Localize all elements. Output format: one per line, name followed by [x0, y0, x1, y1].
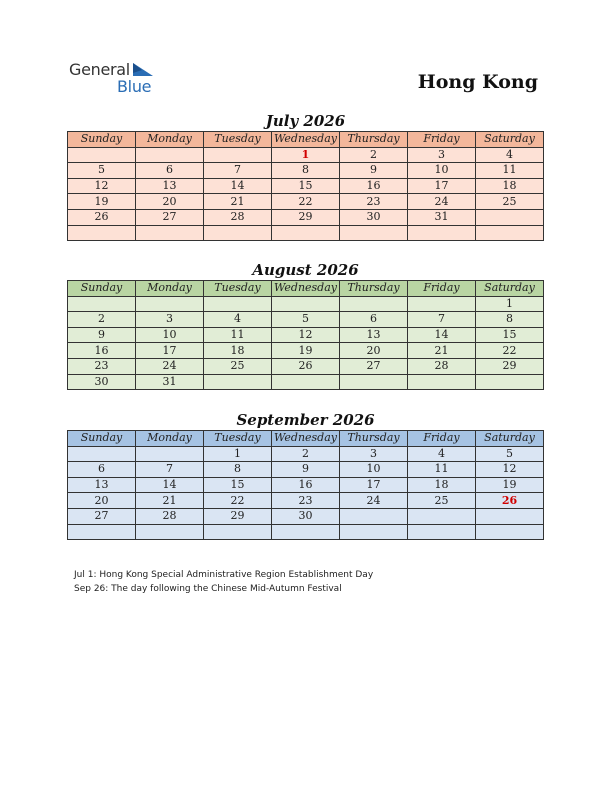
- day-cell: 7: [204, 163, 272, 179]
- weekday-header: Wednesday: [272, 281, 340, 297]
- calendar-table: [67, 280, 544, 390]
- month-title: August 2026: [252, 261, 359, 279]
- day-cell: 13: [340, 327, 408, 343]
- day-cell: 22: [272, 194, 340, 210]
- logo: [69, 60, 159, 96]
- week-row: [68, 462, 544, 478]
- day-cell: 13: [136, 178, 204, 194]
- day-cell: [272, 296, 340, 312]
- day-cell: 20: [68, 493, 136, 509]
- day-cell: [68, 225, 136, 241]
- calendar-table: [67, 430, 544, 540]
- day-cell: [408, 225, 476, 241]
- day-cell: [476, 508, 544, 524]
- day-cell: 1: [476, 296, 544, 312]
- day-cell: 8: [272, 163, 340, 179]
- day-cell: 12: [68, 178, 136, 194]
- day-cell: 26: [476, 493, 544, 509]
- weekday-header: Thursday: [340, 132, 408, 148]
- day-cell: 5: [68, 163, 136, 179]
- week-row: [68, 194, 544, 210]
- holiday-notes: [74, 568, 373, 596]
- week-row: [68, 524, 544, 540]
- day-cell: 9: [340, 163, 408, 179]
- weekday-header: Thursday: [340, 281, 408, 297]
- day-cell: 19: [68, 194, 136, 210]
- month-august: [67, 260, 544, 390]
- week-row: [68, 209, 544, 225]
- day-cell: [408, 296, 476, 312]
- logo-flag-icon: [133, 63, 155, 77]
- day-cell: 16: [68, 343, 136, 359]
- day-cell: 30: [272, 508, 340, 524]
- week-row: [68, 178, 544, 194]
- day-cell: 21: [408, 343, 476, 359]
- day-cell: 5: [272, 312, 340, 328]
- day-cell: 30: [340, 209, 408, 225]
- day-cell: 28: [408, 358, 476, 374]
- week-row: [68, 374, 544, 390]
- weekday-header: Wednesday: [272, 431, 340, 447]
- holiday-note: Jul 1: Hong Kong Special Administrative Region Establishment Day: [74, 570, 374, 580]
- day-cell: 14: [204, 178, 272, 194]
- day-cell: 19: [272, 343, 340, 359]
- day-cell: 17: [136, 343, 204, 359]
- day-cell: [476, 374, 544, 390]
- weekday-header: Sunday: [68, 281, 136, 297]
- day-cell: 16: [340, 178, 408, 194]
- day-cell: 15: [204, 477, 272, 493]
- day-cell: 4: [476, 147, 544, 163]
- weekday-header: Monday: [136, 281, 204, 297]
- day-cell: [340, 508, 408, 524]
- day-cell: [340, 296, 408, 312]
- day-cell: 21: [136, 493, 204, 509]
- day-cell: 25: [476, 194, 544, 210]
- day-cell: 27: [340, 358, 408, 374]
- day-cell: 23: [340, 194, 408, 210]
- day-cell: 23: [272, 493, 340, 509]
- week-row: [68, 147, 544, 163]
- day-cell: [272, 524, 340, 540]
- day-cell: 10: [408, 163, 476, 179]
- day-cell: 9: [68, 327, 136, 343]
- weekday-header: Monday: [136, 132, 204, 148]
- week-row: [68, 508, 544, 524]
- day-cell: 4: [408, 446, 476, 462]
- weekday-header: Saturday: [476, 281, 544, 297]
- day-cell: [272, 225, 340, 241]
- day-cell: 5: [476, 446, 544, 462]
- day-cell: 24: [408, 194, 476, 210]
- day-cell: 18: [204, 343, 272, 359]
- week-row: [68, 296, 544, 312]
- day-cell: 27: [68, 508, 136, 524]
- day-cell: 13: [68, 477, 136, 493]
- day-cell: 27: [136, 209, 204, 225]
- day-cell: 4: [204, 312, 272, 328]
- day-cell: 10: [136, 327, 204, 343]
- week-row: [68, 312, 544, 328]
- weekday-header: Thursday: [340, 431, 408, 447]
- day-cell: 22: [204, 493, 272, 509]
- day-cell: 29: [476, 358, 544, 374]
- day-cell: 3: [408, 147, 476, 163]
- day-cell: 14: [408, 327, 476, 343]
- day-cell: 20: [340, 343, 408, 359]
- day-cell: [136, 446, 204, 462]
- day-cell: 29: [204, 508, 272, 524]
- day-cell: [204, 296, 272, 312]
- day-cell: 6: [136, 163, 204, 179]
- weekday-header: Friday: [408, 132, 476, 148]
- day-cell: 24: [340, 493, 408, 509]
- weekday-header: Friday: [408, 431, 476, 447]
- week-row: [68, 358, 544, 374]
- day-cell: 15: [476, 327, 544, 343]
- day-cell: [136, 296, 204, 312]
- day-cell: [476, 209, 544, 225]
- day-cell: 8: [476, 312, 544, 328]
- holiday-note: Sep 26: The day following the Chinese Mid-Autumn Festival: [74, 584, 342, 594]
- weekday-header: Monday: [136, 431, 204, 447]
- day-cell: 12: [272, 327, 340, 343]
- day-cell: 7: [408, 312, 476, 328]
- day-cell: 8: [204, 462, 272, 478]
- weekday-header: Saturday: [476, 431, 544, 447]
- day-cell: [340, 524, 408, 540]
- day-cell: 3: [340, 446, 408, 462]
- day-cell: 29: [272, 209, 340, 225]
- day-cell: [68, 147, 136, 163]
- day-cell: 31: [136, 374, 204, 390]
- day-cell: [136, 524, 204, 540]
- day-cell: [136, 225, 204, 241]
- day-cell: [136, 147, 204, 163]
- country-title: Hong Kong: [417, 71, 538, 93]
- day-cell: 7: [136, 462, 204, 478]
- weekday-header: Wednesday: [272, 132, 340, 148]
- day-cell: 9: [272, 462, 340, 478]
- day-cell: 1: [204, 446, 272, 462]
- week-row: [68, 446, 544, 462]
- day-cell: 2: [272, 446, 340, 462]
- day-cell: 18: [408, 477, 476, 493]
- day-cell: [204, 524, 272, 540]
- day-cell: 21: [204, 194, 272, 210]
- day-cell: 28: [204, 209, 272, 225]
- day-cell: 25: [204, 358, 272, 374]
- day-cell: 22: [476, 343, 544, 359]
- weekday-header: Tuesday: [204, 132, 272, 148]
- day-cell: 18: [476, 178, 544, 194]
- day-cell: [204, 225, 272, 241]
- weekday-header-row: [68, 281, 544, 297]
- logo-text-blue: Blue: [117, 77, 152, 96]
- day-cell: 23: [68, 358, 136, 374]
- day-cell: [408, 524, 476, 540]
- calendar-table: [67, 131, 544, 241]
- day-cell: [340, 374, 408, 390]
- day-cell: [204, 374, 272, 390]
- weekday-header: Tuesday: [204, 281, 272, 297]
- month-september: [67, 410, 544, 540]
- week-row: [68, 225, 544, 241]
- day-cell: [68, 296, 136, 312]
- week-row: [68, 493, 544, 509]
- day-cell: [408, 374, 476, 390]
- day-cell: 1: [272, 147, 340, 163]
- day-cell: 2: [68, 312, 136, 328]
- day-cell: 26: [272, 358, 340, 374]
- month-july: [67, 111, 544, 241]
- weekday-header: Saturday: [476, 132, 544, 148]
- day-cell: 24: [136, 358, 204, 374]
- day-cell: 12: [476, 462, 544, 478]
- day-cell: 11: [204, 327, 272, 343]
- day-cell: 20: [136, 194, 204, 210]
- day-cell: 6: [340, 312, 408, 328]
- day-cell: 28: [136, 508, 204, 524]
- day-cell: 10: [340, 462, 408, 478]
- day-cell: 11: [408, 462, 476, 478]
- weekday-header-row: [68, 431, 544, 447]
- day-cell: [272, 374, 340, 390]
- day-cell: 31: [408, 209, 476, 225]
- weekday-header: Sunday: [68, 431, 136, 447]
- weekday-header-row: [68, 132, 544, 148]
- day-cell: [408, 508, 476, 524]
- day-cell: 17: [340, 477, 408, 493]
- day-cell: 25: [408, 493, 476, 509]
- day-cell: [476, 225, 544, 241]
- day-cell: 19: [476, 477, 544, 493]
- day-cell: 16: [272, 477, 340, 493]
- day-cell: [476, 524, 544, 540]
- month-title: July 2026: [265, 112, 346, 130]
- day-cell: [68, 446, 136, 462]
- day-cell: 15: [272, 178, 340, 194]
- day-cell: 11: [476, 163, 544, 179]
- day-cell: [68, 524, 136, 540]
- week-row: [68, 343, 544, 359]
- day-cell: 6: [68, 462, 136, 478]
- month-title: September 2026: [236, 411, 375, 429]
- day-cell: 14: [136, 477, 204, 493]
- day-cell: 3: [136, 312, 204, 328]
- weekday-header: Friday: [408, 281, 476, 297]
- logo-text-general: General: [69, 60, 130, 79]
- day-cell: 17: [408, 178, 476, 194]
- day-cell: 2: [340, 147, 408, 163]
- day-cell: [340, 225, 408, 241]
- week-row: [68, 327, 544, 343]
- day-cell: [204, 147, 272, 163]
- day-cell: 30: [68, 374, 136, 390]
- weekday-header: Tuesday: [204, 431, 272, 447]
- week-row: [68, 163, 544, 179]
- day-cell: 26: [68, 209, 136, 225]
- week-row: [68, 477, 544, 493]
- weekday-header: Sunday: [68, 132, 136, 148]
